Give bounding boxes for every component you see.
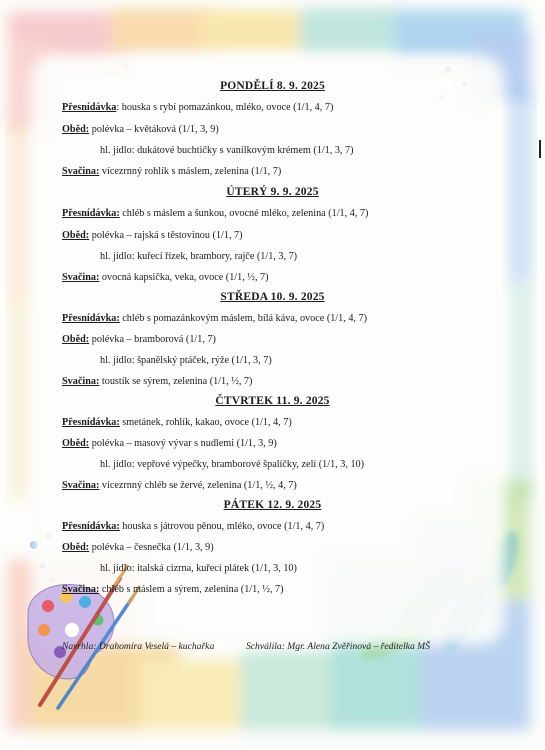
breakfast-label: Přesnídávka [62,102,117,113]
lunch-line [62,124,219,135]
day-heading-tuesday: ÚTERÝ 9. 9. 2025 [226,186,319,198]
lunch-soup: polévka – bramborová (1/1, 7) [89,334,216,345]
lunch-line [62,230,243,241]
lunch-line [62,334,216,345]
lunch-soup: polévka – česnečka (1/1, 3, 9) [89,542,214,553]
lunch-main: hl. jídlo: dukátové buchtičky s vanilkovým krémem (1/1, 3, 7) [100,145,354,156]
snack-line [62,376,252,387]
breakfast-line [62,102,333,113]
breakfast-text: smetánek, rohlík, kakao, ovoce (1/1, 4, 7) [119,417,292,428]
day-heading-wednesday: STŘEDA 10. 9. 2025 [220,291,325,303]
snack-text: ovocná kapsička, veka, ovoce (1/1, ½, 7) [99,272,269,283]
breakfast-line [62,417,292,428]
day-heading-monday: PONDĚLÍ 8. 9. 2025 [220,80,325,92]
lunch-soup: polévka – květáková (1/1, 3, 9) [89,124,219,135]
breakfast-label: Přesnídávka: [62,521,120,532]
snack-label: Svačina: [62,166,100,177]
snack-text: vícezrnný chléb se žervé, zelenina (1/1, ½, 4, 7) [99,480,297,491]
snack-text: vícezrnný rohlík s máslem, zelenina (1/1, 7) [99,166,282,177]
author-signature: Navrhla: Drahomíra Veselá – kuchařka [62,641,215,652]
lunch-line [62,438,277,449]
breakfast-label: Přesnídávka: [62,208,120,219]
lunch-label: Oběd: [62,124,90,135]
snack-label: Svačina: [62,376,100,387]
day-heading-friday: PÁTEK 12. 9. 2025 [223,499,322,511]
lunch-label: Oběd: [62,230,90,241]
breakfast-text: : houska s rybí pomazánkou, mléko, ovoce (1/1, 4, 7) [116,102,334,113]
snack-text: toustík se sýrem, zelenina (1/1, ½, 7) [99,376,253,387]
snack-label: Svačina: [62,480,100,491]
breakfast-line [62,313,367,324]
breakfast-text: chléb s pomazánkovým máslem, bílá káva, ovoce (1/1, 4, 7) [119,313,367,324]
lunch-soup: polévka – masový vývar s nudlemi (1/1, 3, 9) [89,438,277,449]
snack-line [62,166,281,177]
day-heading-thursday: ČTVRTEK 11. 9. 2025 [215,395,330,407]
lunch-main: hl. jídlo: kuřecí řízek, brambory, rajče (1/1, 3, 7) [100,251,298,262]
snack-line [62,480,297,491]
lunch-label: Oběd: [62,334,90,345]
lunch-main: hl. jídlo: italská cizrna, kuřecí plátek (1/1, 3, 10) [100,563,297,574]
breakfast-label: Přesnídávka: [62,313,120,324]
lunch-main: hl. jídlo: španělský ptáček, rýže (1/1, 3, 7) [100,355,272,366]
lunch-soup: polévka – rajská s těstovinou (1/1, 7) [89,230,243,241]
lunch-line [62,542,214,553]
lunch-label: Oběd: [62,542,90,553]
snack-text: chléb s máslem a sýrem, zelenina (1/1, ½, 7) [99,584,284,595]
snack-label: Svačina: [62,584,100,595]
approver-signature: Schválila: Mgr. Alena Zvěřinová – ředitelka MŠ [246,641,430,652]
lunch-main: hl. jídlo: vepřové výpečky, bramborové špalíčky, zelí (1/1, 3, 10) [100,459,365,470]
snack-label: Svačina: [62,272,100,283]
snack-line [62,272,269,283]
breakfast-line [62,521,324,532]
breakfast-text: chléb s máslem a šunkou, ovocné mléko, zelenina (1/1, 4, 7) [119,208,369,219]
lunch-label: Oběd: [62,438,90,449]
breakfast-line [62,208,368,219]
breakfast-label: Přesnídávka: [62,417,120,428]
snack-line [62,584,284,595]
breakfast-text: houska s játrovou pěnou, mléko, ovoce (1/1, 4, 7) [119,521,325,532]
